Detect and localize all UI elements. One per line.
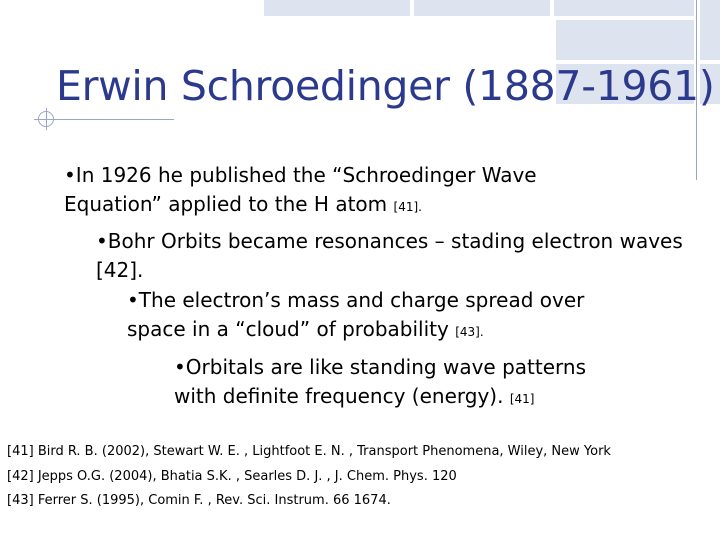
bullet-3 xyxy=(127,286,584,347)
bullet-4 xyxy=(174,353,586,414)
reference-42: [42] Jepps O.G. (2004), Bhatia S.K. , Searles D. J. , J. Chem. Phys. 120 xyxy=(7,468,457,484)
bullet-2-line1: •Bohr Orbits became resonances – stading electron waves xyxy=(96,229,683,253)
bullet-3-ref: [43]. xyxy=(455,325,484,339)
reference-41: [41] Bird R. B. (2002), Stewart W. E. , Lightfoot E. N. , Transport Phenomena, Wiley, New York xyxy=(7,444,611,459)
bullet-3-line2: space in a “cloud” of probability [43]. xyxy=(127,317,484,341)
bullet-2 xyxy=(96,227,683,285)
reference-43: [43] Ferrer S. (1995), Comin F. , Rev. Sci. Instrum. 66 1674. xyxy=(7,493,391,508)
bullet-1-line2: Equation” applied to the H atom [41]. xyxy=(64,192,422,216)
bullet-3-line1: •The electron’s mass and charge spread over xyxy=(127,288,585,312)
crosshair-circle xyxy=(38,111,54,127)
bullet-4-ref: [41] xyxy=(509,392,535,406)
references-list xyxy=(7,440,611,514)
title-underline xyxy=(34,119,174,120)
bullet-4-line1: •Orbitals are like standing wave patterns xyxy=(174,355,586,379)
bullet-2-line2: [42]. xyxy=(96,258,144,282)
bullet-1 xyxy=(64,161,537,222)
bullet-4-line2: with definite frequency (energy). [41] xyxy=(174,384,535,408)
bullet-1-ref: [41]. xyxy=(393,200,422,214)
slide-title: Erwin Schroedinger (1887-1961) xyxy=(56,62,715,110)
bullet-1-line1: •In 1926 he published the “Schroedinger Wave xyxy=(64,163,537,187)
